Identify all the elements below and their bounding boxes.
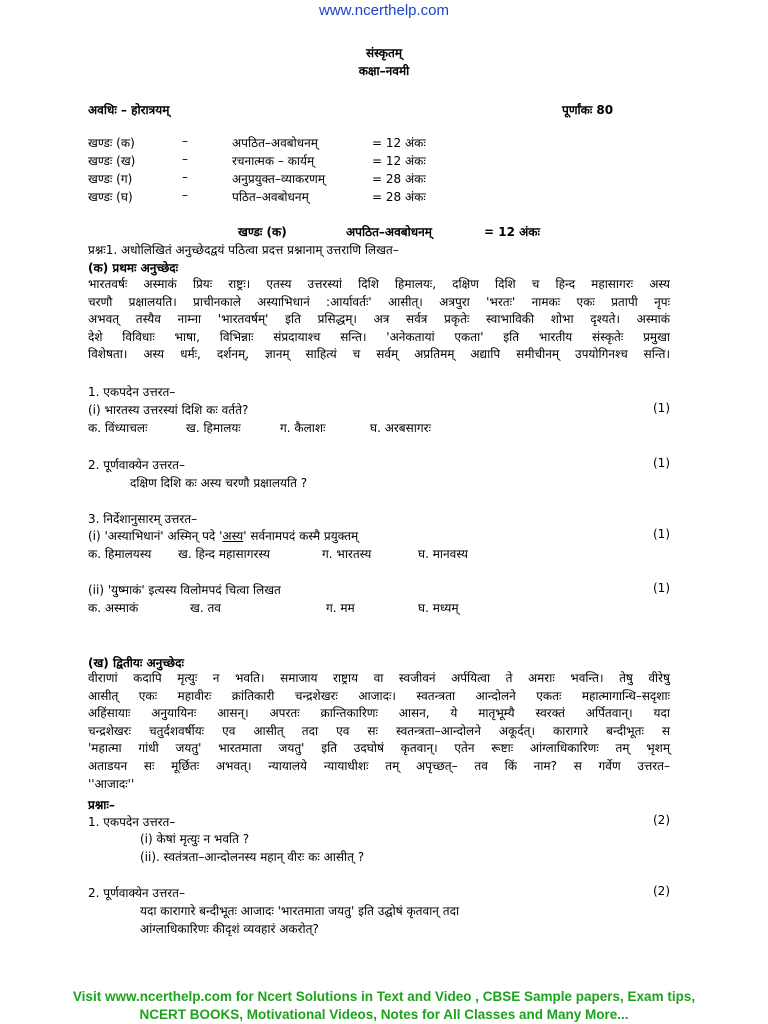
q3-label: 3. निर्देशानुसारम् उत्तरत– <box>88 512 198 526</box>
section-a-marks: = 12 अंकः <box>484 225 540 239</box>
q3-ii-option-c: ग. मम <box>326 601 355 615</box>
passage1 <box>88 276 670 364</box>
q2-question: दक्षिण दिशि कः अस्य चरणौ प्रक्षालयति ? <box>130 476 308 490</box>
q3-ii-option-a: क. अस्माकं <box>88 601 139 615</box>
section-label: खण्डः (ख) <box>88 154 136 168</box>
q3-ii-option-d: घ. मध्यम् <box>418 601 459 615</box>
section-marks: = 28 अंकः <box>372 172 426 186</box>
section-a-label: खण्डः (क) <box>238 225 287 239</box>
passage-line: ''आजादः'' <box>88 776 135 791</box>
passage2 <box>88 670 670 793</box>
p2q2-line: आंग्लाधिकारिणः कीदृशं व्यवहारं अकरोत्? <box>140 922 319 936</box>
footer-line[interactable]: NCERT BOOKS, Motivational Videos, Notes for All Classes and Many More... <box>139 1007 629 1022</box>
passage-line: देशे विविधाः भाषा, विभिन्नाः संप्रदायाश्च सन्ति। 'अनेकतायां एकता' इति भारतीय संस्कृतेः प्रमुखा <box>88 329 670 344</box>
q3-i-option-c: ग. भारतस्य <box>322 547 372 561</box>
duration: अवधिः – होरात्रयम् <box>88 103 170 117</box>
p2q1-marks: (2) <box>653 813 670 827</box>
section-dash: – <box>182 152 188 166</box>
section-label: खण्डः (घ) <box>88 190 133 204</box>
q3-i-text-post: ' सर्वनामपदं कस्मै प्रयुक्तम् <box>243 529 359 543</box>
q1-option-a: क. विंध्याचलः <box>88 421 148 435</box>
footer-promo <box>0 988 768 1024</box>
section-a-name: अपठित–अवबोधनम् <box>346 225 432 239</box>
section-label: खण्डः (ग) <box>88 172 133 186</box>
section-name: अपठित–अवबोधनम् <box>232 136 318 150</box>
full-marks: पूर्णांकः 80 <box>562 103 614 117</box>
q2-label: 2. पूर्णवाक्येन उत्तरत– <box>88 458 186 472</box>
section-marks: = 12 अंकः <box>372 136 426 150</box>
section-name: अनुप्रयुक्त–व्याकरणम् <box>232 172 326 186</box>
passage2-title: (ख) द्वितीयः अनुच्छेदः <box>88 656 184 670</box>
class-title: कक्षा–नवमी <box>358 64 410 78</box>
header-link[interactable]: www.ncerthelp.com <box>318 2 450 19</box>
q3-i-option-a: क. हिमालयस्य <box>88 547 152 561</box>
p2q1-item: (i) केषां मृत्युः न भवति ? <box>140 832 250 846</box>
prashna-label: प्रश्नाः– <box>88 798 115 812</box>
section-marks: = 28 अंकः <box>372 190 426 204</box>
section-dash: – <box>182 134 188 148</box>
q1-option-d: घ. अरबसागरः <box>370 421 431 435</box>
passage-line: अताडयन सः मूर्छितः अभवत्। न्यायालये न्यायाधीशः तम् अपृच्छत्– तव किं नाम? स गर्वेण उत्तरत– <box>88 758 670 773</box>
section-dash: – <box>182 170 188 184</box>
q1-option-b: ख. हिमालयः <box>186 421 241 435</box>
q1-instruction: प्रश्नः1. अधोलिखितं अनुच्छेदद्वयं पठित्वा प्रदत्त प्रश्नानाम् उत्तराणि लिखत– <box>88 243 399 257</box>
passage1-title: (क) प्रथमः अनुच्छेदः <box>88 261 179 275</box>
q3-i-marks: (1) <box>653 527 670 541</box>
passage-line: आसीत् एकः महावीरः क्रांतिकारी चन्द्रशेखरः आजादः। स्वतन्त्रता आन्दोलने एकतः महात्मागान्धि–सदृशाः <box>88 688 670 703</box>
q3-i-option-b: ख. हिन्द महासागरस्य <box>178 547 270 561</box>
p2q1-label: 1. एकपदेन उत्तरत– <box>88 815 176 829</box>
p2q1-item: (ii). स्वतंत्रता–आन्दोलनस्य महान् वीरः कः आसीत् ? <box>140 850 365 864</box>
passage-line: चन्द्रशेखरः चतुर्दशवर्षीयः एव आसीत् तदा एव सः स्वतन्त्रता–आन्दोलने अकूर्दत्। कारागारे बन्दीभूतः स <box>88 723 670 738</box>
passage-line: अभवत् तस्यैव नाम्ना 'भारतवर्षम्' इति प्रसिद्धम्। अत्र सर्वत्र प्रकृतेः स्वाभाविकी शोभा दृश्यते। अस्माकं <box>88 312 670 327</box>
p2q2-line: यदा कारागारे बन्दीभूतः आजादः 'भारतमाता जयतु' इति उद्घोषं कृतवान् तदा <box>140 904 460 918</box>
q1-option-c: ग. कैलाशः <box>280 421 326 435</box>
passage-line: चरणौ प्रक्षालयति। प्राचीनकाले अस्याभिधानं :आर्यावर्तः' आसीत्। अत्रपुरा 'भरतः' नामकः एकः प्रतापी नृपः <box>88 294 670 309</box>
q3-i-question <box>88 527 358 544</box>
section-marks: = 12 अंकः <box>372 154 426 168</box>
q3-ii-marks: (1) <box>653 581 670 595</box>
p2q2-marks: (2) <box>653 884 670 898</box>
q3-i-text-pre: (i) 'अस्याभिधानं' अस्मिन् पदे ' <box>88 529 223 543</box>
section-name: पठित–अवबोधनम् <box>232 190 309 204</box>
passage-line: अहिंसायाः अनुयायिनः आसन्। अपरतः क्रान्तिकारिणः आसन, ये मातृभूम्यै स्वरक्तं अर्पितवान्। यदा <box>88 706 670 721</box>
q1-marks: (1) <box>653 401 670 415</box>
q3-i-option-d: घ. मानवस्य <box>418 547 468 561</box>
passage-line: वीराणां कदापि मृत्युः न भवति। समाजाय राष्ट्राय वा स्वजीवनं अर्पयित्वा ते अमराः भवन्ति। तेषु वीरेषु <box>88 671 670 685</box>
subject-title: संस्कृतम् <box>365 46 402 60</box>
q2-marks: (1) <box>653 456 670 470</box>
section-label: खण्डः (क) <box>88 136 135 150</box>
q1-label: 1. एकपदेन उत्तरत– <box>88 385 176 399</box>
q3-i-underlined-word: अस्य <box>222 529 244 543</box>
q3-ii-question: (ii) 'युष्माकं' इत्यस्य विलोमपदं चित्वा लिखत <box>88 583 281 597</box>
section-dash: – <box>182 188 188 202</box>
passage-line: भारतवर्षः अस्माकं प्रियः राष्ट्रः। एतस्य उत्तरस्यां दिशि हिमालयः, दक्षिण दिशि च हिन्द महासागरः अस्य <box>88 277 670 291</box>
q3-ii-option-b: ख. तव <box>190 601 221 615</box>
section-name: रचनात्मक – कार्यम् <box>232 154 315 168</box>
q1-question: (i) भारतस्य उत्तरस्यां दिशि कः वर्तते? <box>88 403 249 417</box>
passage-line: 'महात्मा गांधी जयतु' भारतमाता जयतु' इति उदघोषं कृतवान्। एतेन रूष्टाः आंग्लाधिकारिणः तम् भृशम् <box>88 741 670 756</box>
p2q2-label: 2. पूर्णवाक्येन उत्तरत– <box>88 886 186 900</box>
footer-line[interactable]: Visit www.ncerthelp.com for Ncert Solutions in Text and Video , CBSE Sample papers, Exam tips, <box>72 989 696 1004</box>
passage-line: विशेषता। अस्य धर्मः, दर्शनम्, ज्ञानम् साहित्यं च सर्वम् अप्रतिमम् अद्यापि समीचीनम् उपयोगिनश्च सन्ति। <box>88 347 670 362</box>
